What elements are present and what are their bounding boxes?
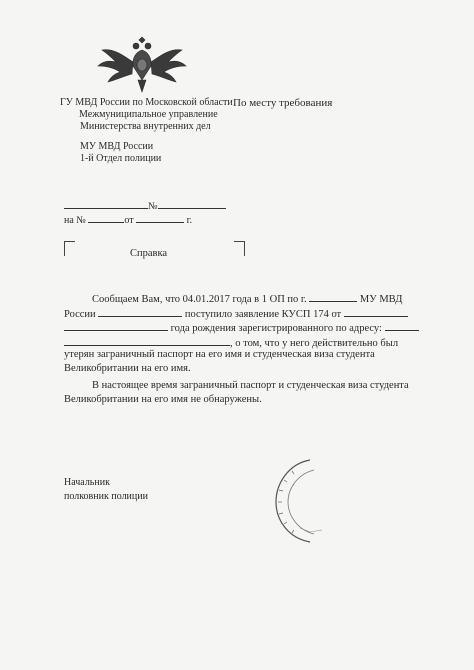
address-blank-2 (64, 336, 230, 346)
reg-incoming-date-blank (136, 213, 184, 223)
kusp-date-blank (344, 307, 408, 317)
reg-from-label: от (124, 215, 134, 226)
reg-number-sign: № (148, 201, 158, 212)
reg-on-number-label: на № (64, 215, 86, 226)
body-line-2-text: поступило заявление КУСП 174 от (184, 309, 342, 320)
signatory-title-2: полковник полиции (64, 491, 148, 502)
reg-line-outgoing (64, 199, 226, 212)
reg-date-blank (64, 199, 148, 209)
reg-year-suffix: г. (186, 215, 193, 226)
body-line-4 (64, 336, 398, 350)
body-line-3-text: года рождения зарегистрированного по адресу: (170, 323, 382, 334)
body-line-2 (64, 307, 408, 321)
double-headed-eagle-emblem (96, 36, 188, 98)
reg-incoming-number-blank (88, 213, 124, 223)
dept-line-2: 1-й Отдел полиции (80, 153, 162, 164)
reg-number-blank (158, 199, 226, 209)
body-line-1 (92, 292, 402, 306)
recipient: По месту требования (233, 97, 333, 109)
corner-mark-left (64, 241, 75, 256)
document-title: Справка (130, 248, 168, 259)
body-line-6: Великобритании на его имя. (64, 363, 191, 374)
city-blank (309, 292, 357, 302)
body-line-1-text: Сообщаем Вам, что 04.01.2017 года в 1 ОП по г. (92, 294, 307, 305)
birth-year-blank (64, 321, 168, 331)
address-blank-1 (385, 321, 419, 331)
body-line-8: Великобритании на его имя не обнаружены. (64, 394, 262, 405)
reg-line-incoming (64, 213, 192, 226)
body-line-2-start: России (64, 309, 96, 320)
body-line-4-text: , о том, что у него действительно был (230, 338, 399, 349)
org-line-1: ГУ МВД России по Московской области (60, 97, 233, 108)
body-line-7: В настоящее время заграничный паспорт и студенческая виза студента (92, 380, 409, 391)
body-line-3 (64, 321, 419, 335)
official-seal-stamp (270, 458, 334, 544)
body-line-1-end: МУ МВД (359, 294, 403, 305)
body-line-5: утерян заграничный паспорт на его имя и студенческая виза студента (64, 349, 375, 360)
org-line-3: Министерства внутренних дел (80, 121, 211, 132)
corner-mark-right (234, 241, 245, 256)
applicant-blank (98, 307, 182, 317)
signatory-title-1: Начальник (64, 477, 110, 488)
org-line-2: Межмуниципальное управление (79, 109, 218, 120)
dept-line-1: МУ МВД России (80, 141, 154, 152)
